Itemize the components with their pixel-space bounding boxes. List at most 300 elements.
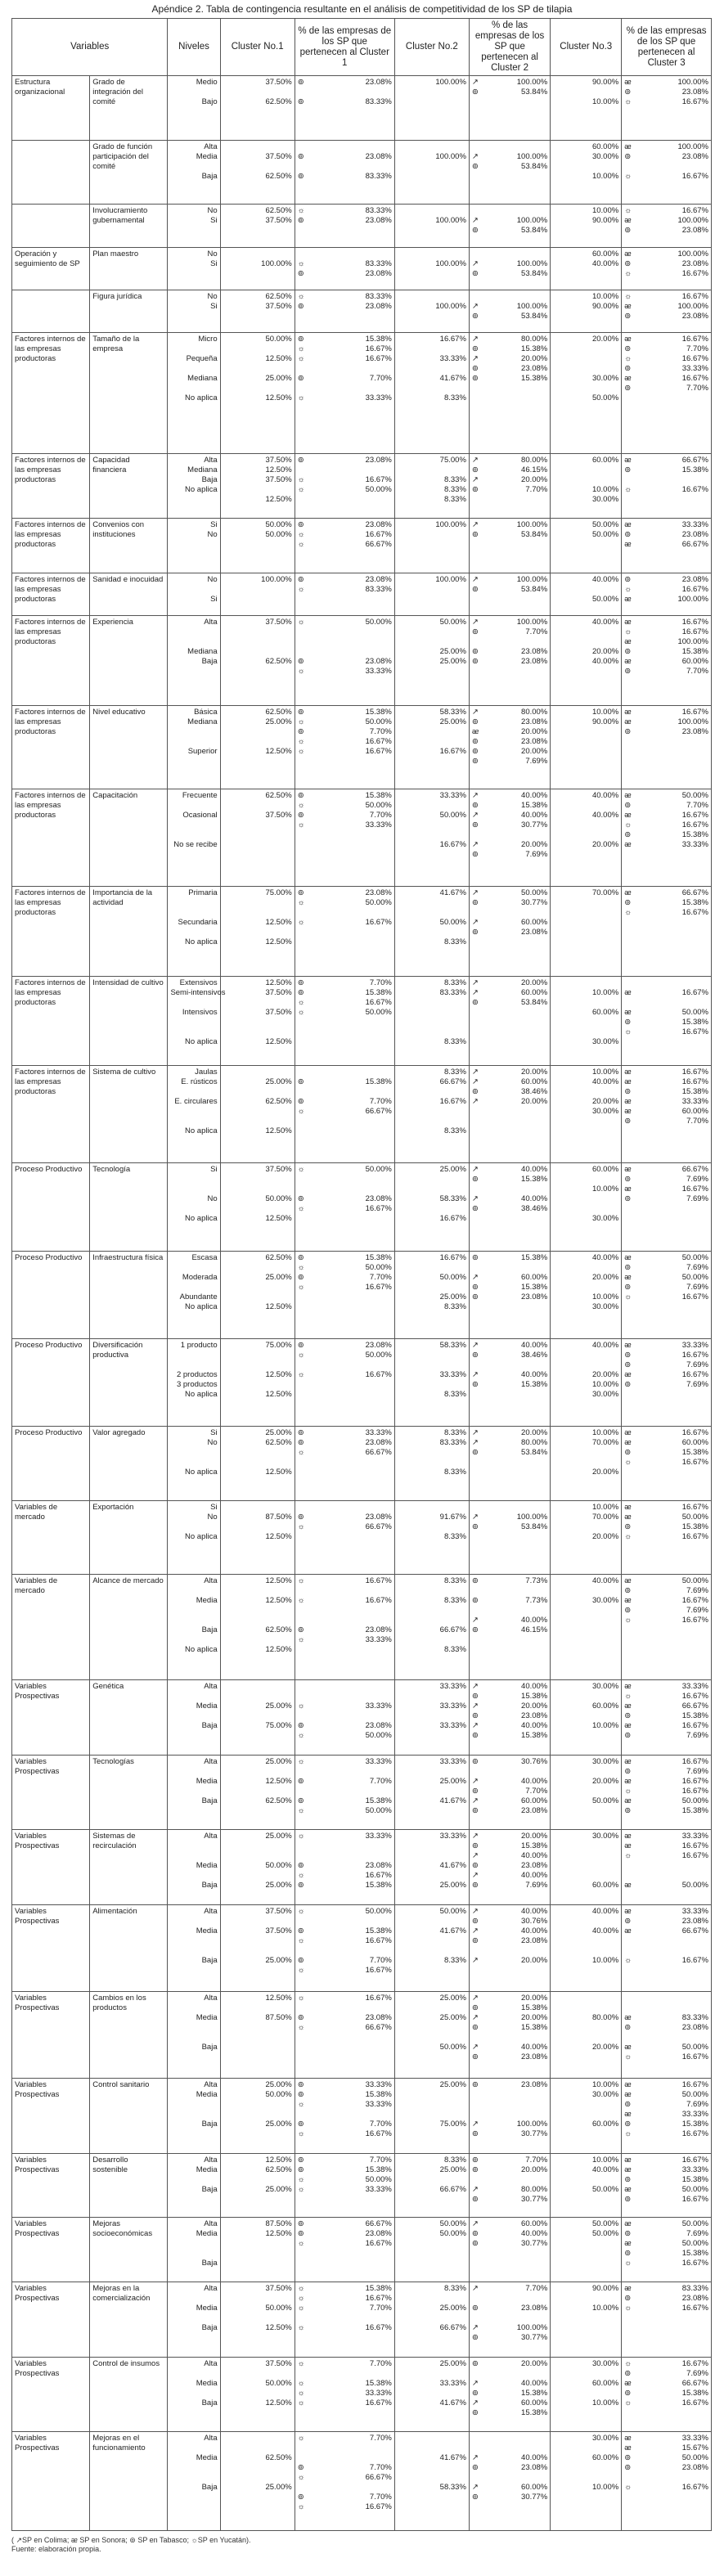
cluster-1-value: 12.50% [265,978,292,987]
percent-value: 20.00% [521,1993,548,2003]
cluster-3-value [553,2389,618,2398]
variable-group: Variables Prospectivas [15,2079,60,2099]
state-marker-icon: ⊚ [624,1194,632,1204]
state-marker-icon: ⊚ [297,2089,304,2099]
percent-entry [298,2165,392,2175]
state-marker-icon: ⊚ [471,2332,479,2342]
percent-entry [298,1702,392,1711]
percent-cluster-3-cell [622,2218,712,2282]
state-marker-icon: ⊚ [297,1512,304,1522]
cluster-3-value [553,1946,618,1956]
percent-entry [624,1087,708,1097]
state-marker-icon: ☼ [297,2099,305,2109]
variable-name: Mejoras en la comercialización [92,2283,151,2303]
percent-entry [298,657,392,667]
cluster-3-value: 40.00% [591,1906,619,1916]
state-marker-icon: ☼ [297,393,305,403]
cluster-3-value [553,737,618,747]
table-row [12,976,712,1066]
state-marker-icon: ᴂ [624,717,632,726]
cluster-2-cell [394,976,469,1066]
percent-entry [624,1692,708,1702]
percent-value: 15.38% [521,1379,548,1389]
cluster-1-value: 62.50% [265,1625,292,1635]
cluster-3-value [553,2052,618,2062]
percent-entry [624,475,708,485]
cluster-3-value: 30.00% [591,1389,619,1399]
percent-entry [624,575,708,585]
state-marker-icon: ↗ [471,1926,479,1935]
percent-cluster-1-cell [295,2357,394,2432]
levels-cell [168,789,220,886]
cluster-1-value: 37.50% [265,2283,292,2293]
state-marker-icon: ⊚ [624,344,632,354]
cluster-3-value [553,2463,618,2473]
percent-value: 100.00% [677,249,708,258]
level-label [170,1871,217,1881]
percent-value: 15.38% [365,1252,392,1262]
percent-cluster-1-cell [295,333,394,454]
percent-entry [298,2090,392,2100]
percent-entry [298,727,392,737]
cluster-3-value: 10.00% [591,2303,619,2313]
cluster-1-value [223,2259,292,2268]
state-marker-icon: ☼ [297,475,305,485]
state-marker-icon: ☼ [297,1350,305,1360]
cluster-2-value: 16.67% [439,335,466,344]
level-label [170,908,217,918]
percent-value: 16.67% [681,1185,708,1194]
percent-entry [298,801,392,811]
level-label [170,998,217,1008]
percent-entry [624,1097,708,1107]
percent-value: 15.38% [681,2249,708,2259]
cluster-1-value: 12.50% [265,1126,292,1136]
variable-name-cell [90,76,168,141]
percent-entry [472,2052,547,2062]
percent-entry [472,1731,547,1741]
percent-value: 16.67% [681,2052,708,2061]
percent-entry [624,1273,708,1283]
cluster-2-value: 41.67% [439,888,466,898]
variable-name: Capacidad financiera [92,456,130,475]
percent-value: 15.38% [681,1448,708,1458]
cluster-3-value: 40.00% [591,617,619,627]
cluster-1-value [223,727,292,737]
variable-name: Convenios con instituciones [92,519,145,539]
cluster-2-value: 66.67% [439,2322,466,2332]
percent-value: 16.67% [681,1027,708,1036]
level-label: Baja [201,2042,218,2052]
percent-value: 15.38% [365,790,392,800]
state-marker-icon: ↗ [471,2378,479,2388]
state-marker-icon: ⊚ [624,2368,632,2378]
cluster-3-value [553,1606,618,1616]
percent-value: 15.38% [365,1077,392,1087]
percent-entry [624,1586,708,1596]
percent-entry [472,2185,547,2195]
percent-entry [298,97,392,107]
cluster-3-value: 30.00% [591,1214,619,1224]
cluster-3-value [553,820,618,830]
state-marker-icon: ↗ [471,790,479,800]
cluster-2-value: 50.00% [439,810,466,820]
percent-value: 53.84% [521,997,548,1007]
cluster-1-cell [220,1066,295,1163]
state-marker-icon: ☼ [297,2184,305,2194]
percent-entry [624,2195,708,2205]
state-marker-icon: ᴂ [624,1007,632,1017]
percent-entry [298,1796,392,1806]
percent-entry [298,717,392,727]
state-marker-icon: ↗ [471,1428,479,1438]
cluster-3-value [553,850,618,860]
level-label [170,269,217,279]
cluster-2-cell [394,615,469,705]
cluster-1-value: 12.50% [265,746,292,756]
percent-cluster-2-cell [469,2432,550,2531]
cluster-2-value: 8.33% [443,1126,466,1136]
percent-value: 16.67% [365,1993,392,2003]
level-label [170,801,217,811]
percent-value: 15.38% [681,2388,708,2398]
percent-cluster-2-cell [469,1991,550,2078]
state-marker-icon: ⊚ [297,656,304,666]
variable-name-cell [90,2078,168,2153]
cluster-3-value [553,465,618,475]
variable-group-cell [12,2357,90,2432]
variable-name-cell [90,573,168,615]
percent-value: 40.00% [521,1906,548,1916]
cluster-2-value: 41.67% [439,2398,466,2407]
level-label: Primaria [188,888,218,898]
state-marker-icon: ↗ [471,258,479,268]
percent-entry [624,1253,708,1263]
percent-entry [298,1037,392,1047]
percent-entry [298,898,392,908]
percent-value: 15.38% [365,1881,392,1890]
percent-entry [472,1711,547,1721]
state-marker-icon: ᴂ [624,302,632,312]
state-marker-icon: ☼ [297,1262,305,1272]
percent-entry [624,2100,708,2110]
percent-entry [472,1994,547,2003]
percent-value: 7.70% [686,666,708,676]
percent-entry [472,1645,547,1655]
percent-value: 53.84% [521,529,548,539]
percent-value: 100.00% [516,574,548,584]
percent-entry [298,2185,392,2195]
level-label: Alta [204,1681,218,1691]
percent-value: 15.38% [521,344,548,354]
level-label [170,2408,217,2418]
percent-entry [472,1796,547,1806]
level-label [170,757,217,767]
percent-entry [624,1214,708,1224]
cluster-1-value [223,667,292,677]
level-label [170,1841,217,1851]
level-label [170,1018,217,1027]
percent-entry [624,2323,708,2333]
cluster-3-value [553,1806,618,1816]
cluster-2-cell [394,1163,469,1251]
state-marker-icon: ↗ [471,1796,479,1805]
percent-value: 23.08% [681,88,708,97]
percent-entry [298,830,392,840]
level-label: Abundante [179,1292,218,1301]
percent-entry [472,226,547,236]
table-row [12,454,712,519]
percent-value: 23.08% [365,2012,392,2022]
percent-entry [472,1292,547,1302]
state-marker-icon: ᴂ [624,78,632,87]
percent-entry [472,172,547,182]
levels-cell [168,1830,220,1905]
percent-value: 16.67% [681,171,708,181]
cluster-3-value: 10.00% [591,2079,619,2089]
state-marker-icon: ᴂ [624,1720,632,1730]
percent-entry [298,1008,392,1018]
percent-entry [624,142,708,152]
percent-cluster-1-cell [295,887,394,977]
cluster-1-value [223,801,292,811]
level-label [170,1767,217,1777]
percent-value: 100.00% [516,617,548,627]
state-marker-icon: ⊚ [471,1625,479,1635]
state-marker-icon: ᴂ [624,2012,632,2022]
percent-entry [624,2156,708,2165]
state-marker-icon: ⊚ [471,2239,479,2249]
state-marker-icon: ⊚ [297,1926,304,1935]
percent-entry [624,1871,708,1881]
levels-cell [168,2078,220,2153]
percent-entry [298,335,392,344]
percent-entry [624,1008,708,1018]
cluster-2-value: 75.00% [439,456,466,465]
percent-value: 100.00% [516,78,548,87]
percent-value: 33.33% [365,820,392,829]
percent-entry [472,1214,547,1224]
percent-value: 16.67% [681,1596,708,1606]
percent-entry [624,2165,708,2175]
state-marker-icon: ⊚ [297,888,304,898]
variable-name-cell [90,1427,168,1501]
state-marker-icon: ⊚ [297,1097,304,1107]
cluster-1-value: 25.00% [265,1428,292,1438]
cluster-3-value [553,2249,618,2259]
state-marker-icon: ↗ [471,1616,479,1625]
percent-value: 50.00% [681,2089,708,2099]
percent-cluster-1-cell [295,2218,394,2282]
level-label: Alta [204,2283,218,2293]
percent-entry [298,495,392,505]
state-marker-icon: ⊚ [471,2493,479,2502]
levels-cell [168,518,220,573]
state-marker-icon: ⊚ [471,1805,479,1815]
variable-name: Alcance de mercado [92,1576,164,1586]
percent-value: 33.33% [365,1756,392,1766]
state-marker-icon: ↗ [471,302,479,312]
state-marker-icon: ⊚ [297,1272,304,1282]
cluster-2-value: 8.33% [443,2283,466,2293]
percent-cluster-1-cell [295,1830,394,1905]
cluster-2-value: 58.33% [439,707,466,717]
cluster-2-value [398,2502,466,2512]
cluster-1-cell [220,789,295,886]
level-label [170,2023,217,2033]
cluster-1-value: 50.00% [265,2303,292,2313]
cluster-3-value: 80.00% [591,2012,619,2022]
level-label [170,1360,217,1370]
cluster-2-value [398,2259,466,2268]
level-label [170,1586,217,1596]
state-marker-icon: ⊚ [624,898,632,908]
percent-cluster-1-cell [295,1066,394,1163]
cluster-3-cell [551,76,622,141]
state-marker-icon: ↗ [471,987,479,997]
state-marker-icon: ⊚ [297,1776,304,1786]
percent-value: 100.00% [516,258,548,268]
percent-entry [624,335,708,344]
cluster-1-cell [220,454,295,519]
cluster-3-value: 40.00% [591,790,619,800]
percent-value: 16.67% [681,1502,708,1512]
state-marker-icon: ᴂ [624,1068,632,1077]
percent-entry [624,1185,708,1194]
state-marker-icon: ᴂ [624,2219,632,2229]
cluster-3-value [553,364,618,374]
state-marker-icon: ⊚ [297,2493,304,2502]
state-marker-icon: ⊚ [624,1350,632,1360]
cluster-3-value: 10.00% [591,1185,619,1194]
level-label [170,226,217,236]
percent-entry [624,2033,708,2043]
level-label [170,1351,217,1360]
percent-entry [298,888,392,898]
state-marker-icon: ⊚ [624,2388,632,2398]
percent-entry [624,2052,708,2062]
level-label [170,1117,217,1126]
state-marker-icon: ☼ [297,1107,305,1117]
percent-entry [298,2463,392,2473]
percent-entry [472,978,547,988]
percent-entry [298,840,392,850]
percent-cluster-2-cell [469,2218,550,2282]
cluster-1-value [223,1107,292,1117]
percent-value: 16.67% [681,374,708,384]
percent-value: 15.38% [521,2407,548,2417]
state-marker-icon: ↗ [471,2483,479,2493]
cluster-1-value [223,1635,292,1645]
percent-value: 16.67% [681,206,708,216]
table-row [12,2218,712,2282]
level-label: No se recibe [173,839,218,849]
state-marker-icon: ↗ [471,1369,479,1379]
state-marker-icon: ☼ [297,1965,305,1975]
percent-entry [624,540,708,550]
cluster-1-value [223,2195,292,2205]
cluster-2-value [398,269,466,279]
variable-name: Control de insumos [92,2358,160,2368]
variable-group-cell [12,1904,90,1991]
percent-value: 7.70% [369,2303,392,2313]
percent-entry [472,618,547,627]
cluster-2-value [398,1767,466,1777]
percent-cluster-1-cell [295,76,394,141]
percent-value: 60.00% [521,918,548,928]
cluster-1-value [223,1711,292,1721]
state-marker-icon: ⊚ [624,1448,632,1458]
percent-entry [624,1448,708,1458]
percent-entry [624,259,708,269]
levels-cell [168,333,220,454]
percent-entry [472,988,547,998]
level-label: Media [196,2165,218,2174]
percent-value: 80.00% [521,2184,548,2194]
cluster-3-value [553,918,618,928]
percent-entry [298,2080,392,2090]
cluster-2-value: 100.00% [435,151,466,161]
percent-value: 40.00% [521,1681,548,1691]
levels-cell [168,573,220,615]
percent-value: 16.67% [365,2129,392,2138]
cluster-1-value: 12.50% [265,393,292,403]
percent-entry [472,898,547,908]
cluster-2-value [398,1027,466,1037]
cluster-1-value [223,1616,292,1625]
cluster-2-value: 16.67% [439,746,466,756]
cluster-1-cell [220,2078,295,2153]
variable-name-cell [90,705,168,789]
state-marker-icon: ☼ [297,2358,305,2368]
state-marker-icon: ⊚ [297,978,304,987]
variable-name: Involucramiento gubernamental [92,206,148,226]
state-marker-icon: ⊚ [471,756,479,766]
percent-entry [298,1468,392,1477]
percent-value: 50.00% [365,1350,392,1360]
cluster-3-cell [551,615,622,705]
percent-value: 7.69% [686,1730,708,1740]
cluster-2-cell [394,2432,469,2531]
percent-entry [472,1351,547,1360]
state-marker-icon: ☼ [624,354,632,364]
percent-entry [624,1292,708,1302]
percent-value: 7.70% [686,344,708,354]
percent-entry [624,595,708,605]
percent-value: 7.70% [525,2155,548,2165]
percent-cluster-2-cell [469,1427,550,1501]
variable-name-cell [90,247,168,290]
percent-entry [472,1966,547,1976]
percent-value: 15.38% [365,987,392,997]
percent-entry [298,259,392,269]
percent-entry [624,918,708,928]
variable-name: Sanidad e inocuidad [92,574,164,584]
percent-value: 16.67% [681,584,708,594]
percent-entry [472,1702,547,1711]
cluster-3-value: 40.00% [591,1252,619,1262]
cluster-1-value [223,928,292,937]
percent-value: 33.33% [365,393,392,403]
percent-value: 16.67% [365,918,392,928]
table-row [12,1338,712,1426]
level-label: Alta [204,2219,218,2229]
state-marker-icon: ⊚ [624,2293,632,2303]
percent-value: 23.08% [681,226,708,236]
state-marker-icon: ⊚ [471,2407,479,2417]
percent-entry [624,928,708,937]
level-label: Media [196,2012,218,2022]
